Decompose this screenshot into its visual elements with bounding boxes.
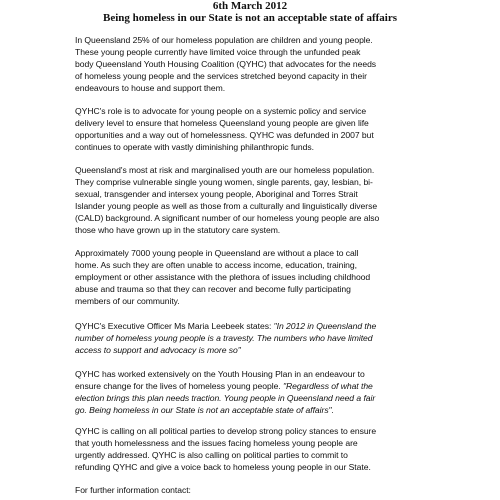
text-line (75, 392, 435, 404)
text-line: delivery level to ensure that homeless Queensland young people are given life (75, 118, 369, 128)
text-line (75, 320, 435, 332)
text-line: abuse and trauma so that they can recover and become fully participating (75, 284, 351, 294)
paragraph-executive-quote (75, 320, 435, 356)
text-line: For further information contact: (75, 485, 191, 495)
text-line: members of our community. (75, 296, 180, 306)
text-line: those who have grown up in the statutory care system. (75, 225, 281, 235)
quote-line: number of homeless young people is a travesty. The numbers who have limited (75, 333, 373, 343)
quote-start: "Regardless of what the (282, 381, 373, 391)
text-line: sexual, transgender and intersex young people, Aboriginal and Torres Strait (75, 189, 358, 199)
text-line: body Queensland Youth Housing Coalition (QYHC) that advocates for the needs (75, 59, 377, 69)
text-line: Queensland's most at risk and marginalised youth are our homeless population. (75, 165, 375, 175)
text-line (75, 380, 435, 392)
paragraph-qyhc-role (75, 105, 435, 153)
text-run: ensure change for the lives of homeless young people. (75, 381, 283, 391)
text-line: Approximately 7000 young people in Queensland are without a place to call (75, 248, 359, 258)
text-line: home. As such they are often unable to access income, education, training, (75, 260, 357, 270)
paragraph-homeless-numbers (75, 247, 435, 307)
text-run: QYHC's Executive Officer Ms Maria Leebeek states: (75, 321, 274, 331)
quote-line: access to support and advocacy is more so" (75, 345, 241, 355)
text-line (75, 404, 435, 416)
text-line: QYHC is calling on all political parties to develop strong policy stances to ensure (75, 426, 377, 436)
release-date: 6th March 2012 (212, 0, 288, 12)
paragraph-call-to-parties (75, 425, 435, 473)
text-line: that youth homelessness and the issues facing homeless young people are (75, 438, 358, 448)
text-line: In Queensland 25% of our homeless population are children and young people. (75, 35, 373, 45)
headline: Being homeless in our State is not an acceptable state of affairs (102, 12, 398, 24)
paragraph-youth-statistics (75, 34, 435, 94)
quote-line: go. Being homeless in our State is not an acceptable state of affairs". (75, 405, 334, 415)
text-line: QYHC's role is to advocate for young people on a systemic policy and service (75, 106, 367, 116)
text-line (75, 344, 435, 356)
text-line: of homeless young people and the services stretched beyond capacity in their (75, 71, 367, 81)
paragraph-youth-housing-plan (75, 368, 435, 416)
text-line (75, 332, 435, 344)
text-line: QYHC has worked extensively on the Youth Housing Plan in an endeavour to (75, 369, 365, 379)
text-line: refunding QYHC and give a voice back to homeless young people in our State. (75, 462, 371, 472)
text-line: urgently addressed. QYHC is also calling on political parties to commit to (75, 450, 348, 460)
paragraph-marginalised-youth (75, 164, 435, 236)
text-line: These young people currently have limited voice through the unfunded peak (75, 47, 361, 57)
text-line: continues to operate with vastly diminishing philanthropic funds. (75, 142, 314, 152)
quote-start: "In 2012 in Queensland the (273, 321, 377, 331)
text-line: (CALD) background. A significant number of our homeless young people are also (75, 213, 380, 223)
quote-line: election brings this plan needs traction. Young people in Queensland need a fair (75, 393, 376, 403)
text-line: Islander young people as well as those from a culturally and linguistically diverse (75, 201, 378, 211)
paragraph-contact (75, 484, 435, 496)
text-line: endeavours to house and support them. (75, 83, 226, 93)
text-line: employment or other assistance with the plethora of issues including childhood (75, 272, 371, 282)
text-line: opportunities and a way out of homelessness. QYHC was defunded in 2007 but (75, 130, 374, 140)
text-line: They comprise vulnerable single young women, single parents, gay, lesbian, bi- (75, 177, 373, 187)
